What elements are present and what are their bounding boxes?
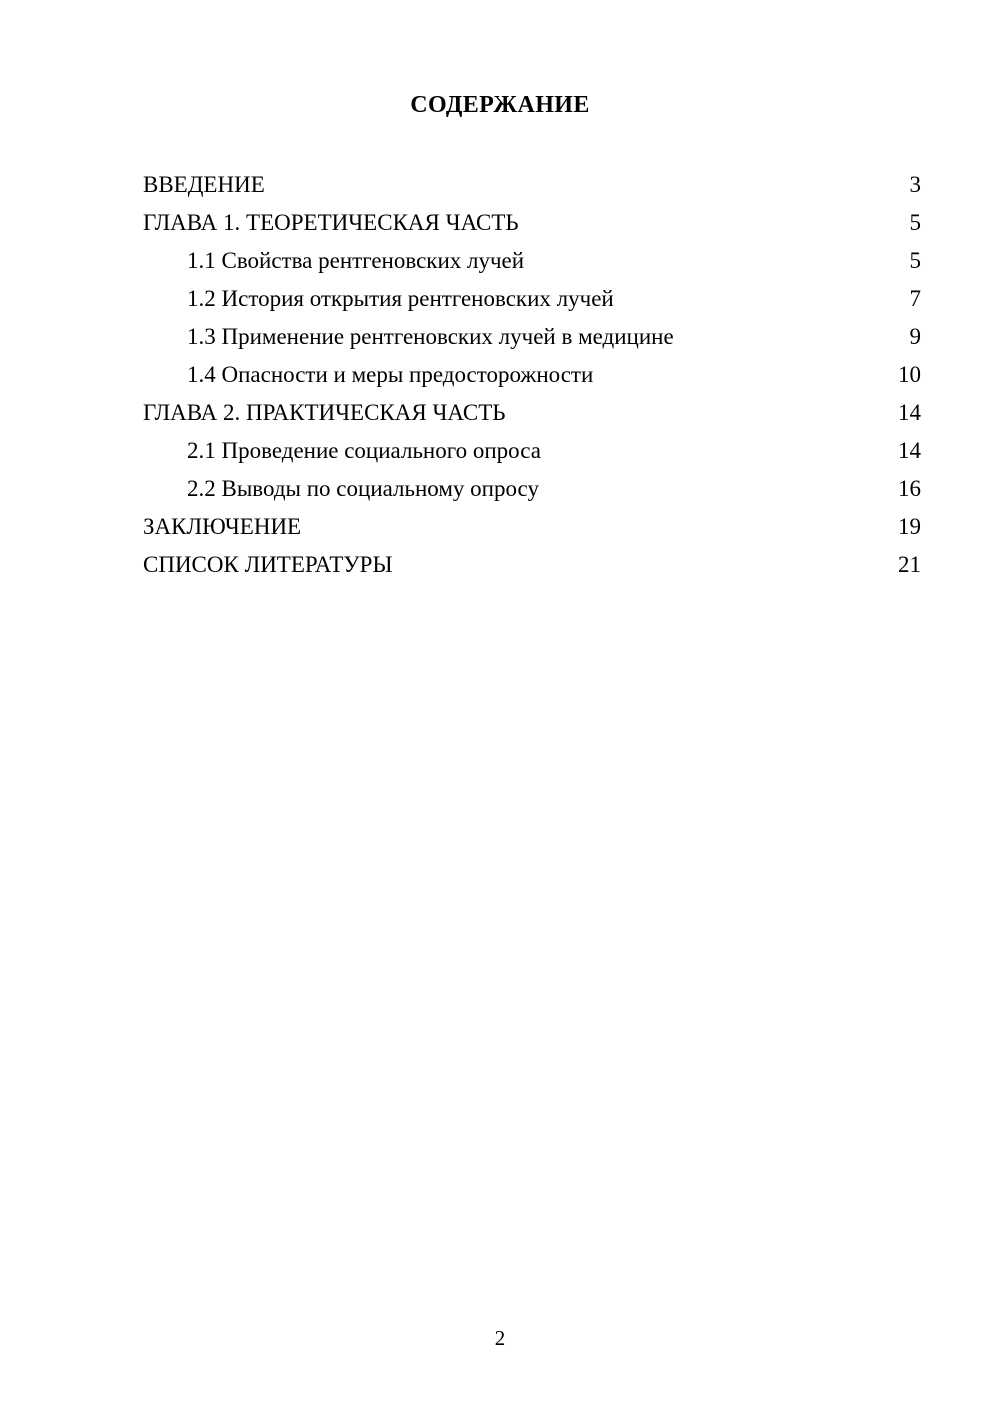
toc-entry[interactable] (143, 204, 921, 242)
toc-entry-label: 1.4 Опасности и меры предосторожности (187, 362, 594, 387)
toc-entry-page: 14 (898, 400, 921, 425)
toc-entry[interactable] (143, 166, 921, 204)
toc-entry-page: 7 (909, 286, 921, 311)
toc-entry-page: 21 (898, 552, 921, 577)
toc-entry-label: ГЛАВА 1. ТЕОРЕТИЧЕСКАЯ ЧАСТЬ (143, 210, 519, 235)
toc-entry-page: 5 (909, 210, 921, 235)
toc-entry-label: СПИСОК ЛИТЕРАТУРЫ (143, 552, 393, 577)
toc-entry-page: 3 (909, 172, 921, 197)
toc-entry-label: 1.1 Свойства рентгеновских лучей (187, 248, 525, 273)
toc-entry[interactable] (143, 508, 921, 546)
toc-entry[interactable] (143, 546, 921, 584)
toc-entry[interactable] (143, 280, 921, 318)
toc-entry-label: 2.1 Проведение социального опроса (187, 438, 541, 463)
toc-entry-page: 10 (898, 362, 921, 387)
toc-entry-label: ЗАКЛЮЧЕНИЕ (143, 514, 302, 539)
toc-entry-label: 2.2 Выводы по социальному опросу (187, 476, 539, 501)
toc-entry[interactable] (143, 432, 921, 470)
toc-entry-page: 19 (898, 514, 921, 539)
table-of-contents (143, 166, 921, 584)
toc-entry[interactable] (143, 318, 921, 356)
toc-entry[interactable] (143, 356, 921, 394)
toc-entry-label: 1.3 Применение рентгеновских лучей в медицине (187, 324, 674, 349)
toc-entry[interactable] (143, 394, 921, 432)
toc-entry-page: 9 (909, 324, 921, 349)
footer-page-number: 2 (494, 1326, 506, 1350)
toc-entry-page: 5 (909, 248, 921, 273)
toc-entry-label: ГЛАВА 2. ПРАКТИЧЕСКАЯ ЧАСТЬ (143, 400, 506, 425)
toc-entry-label: 1.2 История открытия рентгеновских лучей (187, 286, 614, 311)
toc-entry[interactable] (143, 470, 921, 508)
toc-entry[interactable] (143, 242, 921, 280)
toc-entry-page: 14 (898, 438, 921, 463)
toc-entry-label: ВВЕДЕНИЕ (143, 172, 265, 197)
toc-entry-page: 16 (898, 476, 921, 501)
page-title: СОДЕРЖАНИЕ (410, 92, 590, 118)
